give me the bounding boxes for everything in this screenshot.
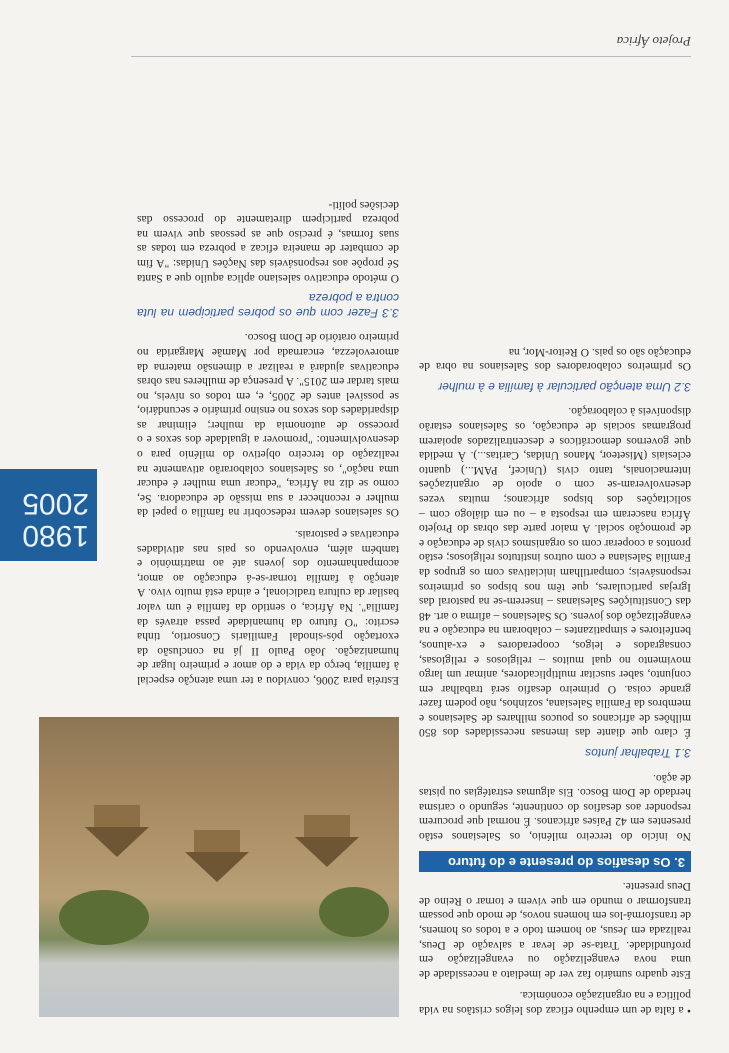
footer-rule [131,56,691,57]
right-column [137,190,399,687]
subsection-3-1-heading: 3.1 Trabalhar juntos [585,746,691,761]
footer-title: Projeto África [616,34,691,49]
hut-shape [194,830,240,852]
tree-shape [319,887,389,937]
page-footer [91,33,691,49]
village-photo [39,717,399,1017]
hut-roof [295,837,359,867]
left-column [419,337,691,1017]
intro-paragraph: Este quadro sumário faz ver de imediato a necessidade de uma nova evangelização ou evangelização em profundidade. Trata-se de levar a salvação de Deus, realizada em Jesus, ao homem todo e a todos os homens, de transformá-los em homens novos, de modo que possam transformar o mundo em que vivem e tornar o Reino de Deus presente. [419,880,691,981]
subsection-3-3-heading: 3.3 Fazer com que os pobres participem na luta contra a pobreza [137,291,399,320]
hut-roof [85,827,149,857]
subsection-3-1-paragraph: É claro que diante das imensas necessidades dos 850 milhões de africanos os poucos milhares de Salesianos e membros da Família Salesiana, sozinhos, não podem fazer grande coisa. O primeiro desafio será trabalhar em conjunto, saber suscitar multiplicadores, animar um largo movimento no qual muitos – religiosos e religiosas, consagrados e leigos, cooperadores e ex-alunos, benfeitores e simpatizantes – colaboram na educação e na evangelização dos jovens. Os Salesianos – afirma o art. 48 das Constituições Salesianas – inserem-se na pastoral das Igrejas particulares, que têm nos bispos os primeiros responsáveis; compartilham iniciativas com os grupos da Família Salesiana e com outros institutos religiosos; estão prontos a cooperar com os organismos civis de educação e de promoção social. A maior parte das obras do Projeto África nasceram em resposta a – ou em diálogo com – solicitações dos bispos africanos; muitas vezes desenvolveram-se com o apoio de organizações internacionais, tanto civis (Unicef, PAM...) quanto eclesiais (Miseteor, Manos Unidas, Caritas...). À medida que governos democráticos e descentralizados apoiarem programas sociais de educação, os Salesianos estarão disponíveis à colaboração. [419,405,691,740]
subsection-3-3-paragraph: O método educativo salesiano aplica aquilo que a Santa Sé propõe aos responsáveis das Nações Unidas: "A fim de combater de maneira eficaz a pobreza em todas as suas formas, é preciso que as pessoas que vivem na pobreza participem diretamente do processo das decisões políti- [137,198,399,285]
hut-shape [94,805,140,827]
women-paragraph: Os salesianos devem redescobrir na família o papel da mulher e reconhecer a sua missão de educadora. Se, como se diz na África, "educar uma mulher é educar uma nação", os Salesianos colaborarão ativamente na realização do terceiro objetivo do milénio para o desenvolvimento: "promover a igualdade dos sexos e o processo de autonomia da mulher; eliminar as disparidades dos sexos no ensino primário e secundário, se possível antes de 2005, e, em todos os níveis, no mais tardar em 2015". A presença de mulheres nas obras educativas ajudará a realizar a dimensão materna da amorevolezza, encarnada por Mamãe Margarida no primeiro oratório de Dom Bosco. [137,331,399,520]
bullet-paragraph: • a falta de um empenho eficaz dos leigos cristãos na vida política e na organização económica. [419,988,691,1017]
tree-shape [59,890,149,945]
year-start: 1980 [22,519,89,552]
family-paragraph: Estréia para 2006, convidou a ter uma atenção especial à família, berço da vida e do amor e primeiro lugar de humanização. João Paulo II já na conclusão da exortação pós-sinodal Familiaris Consortio, tinha escrito: "O futuro da humanidade passa através da família". Na África, o sentido da família é um valor basilar da cultura tradicional, e ainda está muito vivo. A atenção à família tornar-se-á educação ao amor, acompanhamento dos jovens até ao matrimónio e também além, envolvendo os pais nas atividades educativas e pastorais. [137,528,399,687]
hut-shape [304,815,350,837]
subsection-3-2-paragraph: Os primeiros colaboradores dos Salesianos na obra de educação são os pais. O Reitor-Mor, na [419,345,691,374]
subsection-3-2-heading: 3.2 Uma atenção particular à família e à mulher [438,379,691,394]
section-3-heading: 3. Os desafios do presente e do futuro [419,851,691,872]
year-badge [0,469,97,561]
hut-roof [185,852,249,882]
year-end: 2005 [22,487,89,520]
section-3-paragraph: No início do terceiro milénio, os Salesianos estão presentes em 42 Países africanos. É normal que procurem responder aos desafios do continente, segundo o carisma herdado de Dom Bosco. Eis algumas estratégias ou pistas de ação. [419,771,691,844]
